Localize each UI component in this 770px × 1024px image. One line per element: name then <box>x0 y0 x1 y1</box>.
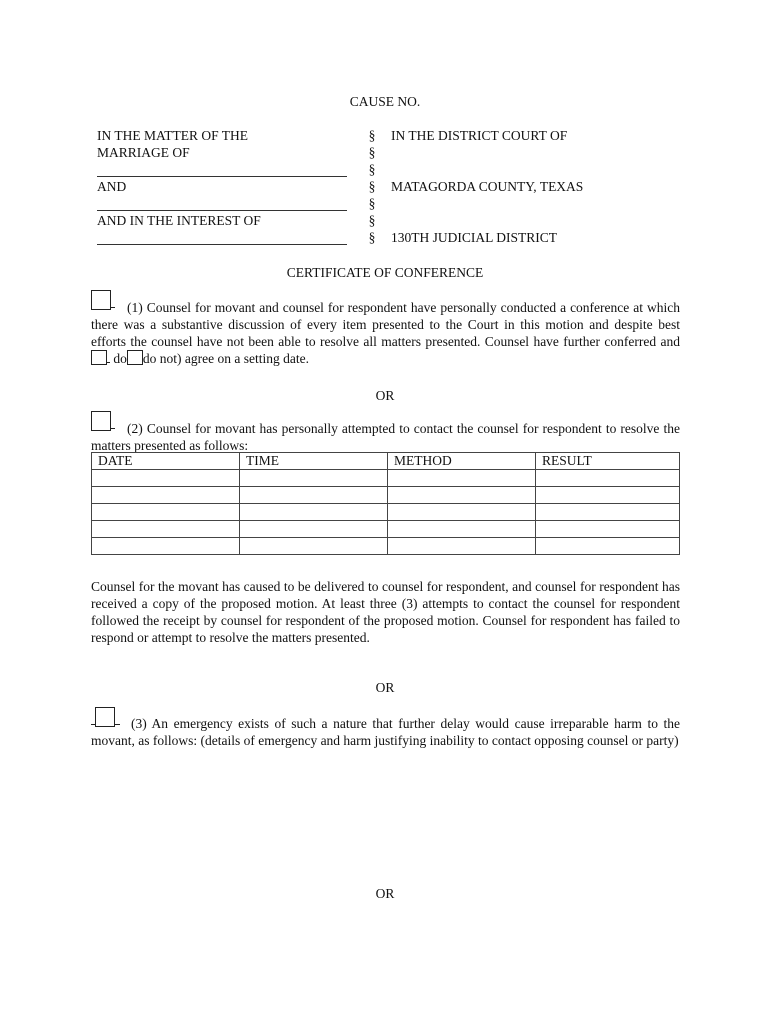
date-cell[interactable] <box>92 504 240 521</box>
delivery-paragraph: Counsel for the movant has caused to be delivered to counsel for respondent, and counsel for respondent has received a copy of the proposed motion. At least three (3) attempts to contact the counsel for respondent followed the receipt by counsel for respondent of the proposed motion. Counsel for respondent has failed to respond or attempt to resolve the matters presented. <box>91 579 680 645</box>
time-cell[interactable] <box>240 521 388 538</box>
result-cell[interactable] <box>536 504 680 521</box>
option1-text: (1) Counsel for movant and counsel for respondent have personally conducted a conference at which there was a substantive discussion of every item presented to the Court in this motion and despite best efforts the counsel have not been able to resolve all matters presented. Counsel have further conferred and <box>91 300 680 349</box>
result-header: RESULT <box>536 453 680 470</box>
result-cell[interactable] <box>536 521 680 538</box>
method-cell[interactable] <box>388 538 536 555</box>
caption-matter-line1: IN THE MATTER OF THE <box>97 128 248 143</box>
result-cell[interactable] <box>536 487 680 504</box>
section-symbol: § <box>368 145 376 160</box>
section-symbol: § <box>368 179 376 194</box>
section-symbol: § <box>368 162 376 177</box>
option1-paragraph <box>91 299 680 367</box>
date-cell[interactable] <box>92 538 240 555</box>
table-header-row <box>92 453 680 470</box>
petitioner-name-blank[interactable] <box>97 176 347 177</box>
method-header: METHOD <box>388 453 536 470</box>
table-row <box>92 487 680 504</box>
or-separator: OR <box>375 680 395 695</box>
cause-number: CAUSE NO. <box>349 94 421 109</box>
children-names-blank[interactable] <box>97 244 347 245</box>
section-symbol: § <box>368 230 376 245</box>
caption-matter-line2: MARRIAGE OF <box>97 145 190 160</box>
method-cell[interactable] <box>388 521 536 538</box>
date-header: DATE <box>92 453 240 470</box>
result-cell[interactable] <box>536 470 680 487</box>
date-cell[interactable] <box>92 521 240 538</box>
option3-text: (3) An emergency exists of such a nature that further delay would cause irreparable harm to the movant, as follows: (details of emergency and harm justifying inability to contact opposing counsel or party) <box>91 716 680 748</box>
or-separator: OR <box>375 388 395 403</box>
time-header: TIME <box>240 453 388 470</box>
table-row <box>92 504 680 521</box>
table-row <box>92 521 680 538</box>
judicial-district: 130TH JUDICIAL DISTRICT <box>391 230 557 245</box>
section-symbol: § <box>368 213 376 228</box>
do-label: do <box>113 351 127 366</box>
table-row <box>92 470 680 487</box>
method-cell[interactable] <box>388 487 536 504</box>
option2-text: (2) Counsel for movant has personally attempted to contact the counsel for respondent to resolve the matters presented as follows: <box>91 421 680 453</box>
table-row <box>92 538 680 555</box>
court-name: IN THE DISTRICT COURT OF <box>391 128 568 143</box>
or-separator: OR <box>375 886 395 901</box>
do-checkbox[interactable] <box>91 350 107 365</box>
caption-interest-of: AND IN THE INTEREST OF <box>97 213 261 228</box>
do-not-label: do not) agree on a setting date. <box>142 351 309 366</box>
section-symbol: § <box>368 128 376 143</box>
method-cell[interactable] <box>388 470 536 487</box>
do-not-checkbox[interactable] <box>127 350 143 365</box>
time-cell[interactable] <box>240 487 388 504</box>
section-symbol: § <box>368 196 376 211</box>
result-cell[interactable] <box>536 538 680 555</box>
time-cell[interactable] <box>240 504 388 521</box>
contact-attempts-table <box>91 452 680 555</box>
method-cell[interactable] <box>388 504 536 521</box>
date-cell[interactable] <box>92 487 240 504</box>
date-cell[interactable] <box>92 470 240 487</box>
county-name: MATAGORDA COUNTY, TEXAS <box>391 179 584 194</box>
caption-and: AND <box>97 179 127 194</box>
respondent-name-blank[interactable] <box>97 210 347 211</box>
certificate-title: CERTIFICATE OF CONFERENCE <box>286 265 484 280</box>
time-cell[interactable] <box>240 470 388 487</box>
time-cell[interactable] <box>240 538 388 555</box>
